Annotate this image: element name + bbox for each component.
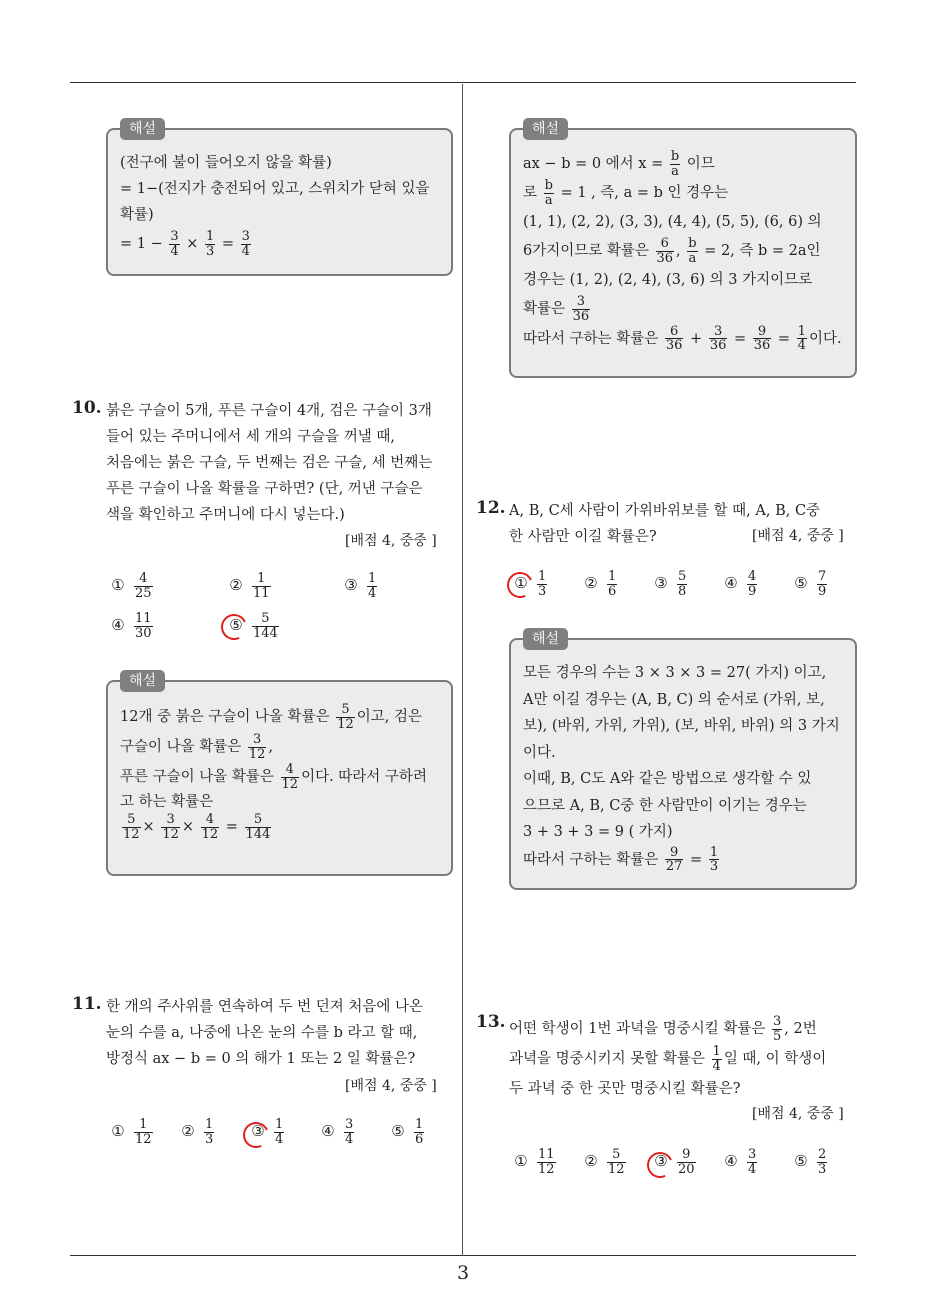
solution-box-q12	[509, 631, 857, 890]
q12-option-2[interactable]: ② $\frac{1}{6}$	[584, 569, 617, 599]
fraction: $\frac{1}{3}$	[206, 229, 215, 259]
solution-line: 고 하는 확률은	[120, 794, 214, 810]
fraction: $\frac{6}{36}$	[665, 323, 683, 354]
fraction: $\frac{4}{12}$	[281, 761, 299, 792]
question-11-meta: [배점 4, 중중 ]	[345, 1078, 437, 1094]
q11-option-3[interactable]: ③ $\frac{1}{4}$	[251, 1117, 284, 1147]
q10-option-3[interactable]: ③ $\frac{1}{4}$	[344, 571, 377, 601]
solution-tag: 해설	[523, 118, 568, 140]
question-12-meta: [배점 4, 중중 ]	[752, 528, 844, 544]
fraction: $\frac{4}{12}$	[201, 811, 219, 842]
q10-option-4[interactable]: ④ $\frac{11}{30}$	[111, 611, 152, 641]
solution-line: (전구에 불이 들어오지 않을 확률)	[120, 155, 332, 171]
solution-line: 푸른 구슬이 나올 확률은 $\frac{4}{12}$ 이다. 따라서 구하려	[120, 761, 427, 792]
fraction: $\frac{b}{a}$	[670, 149, 680, 179]
q10-option-5[interactable]: ⑤ $\frac{5}{144}$	[229, 611, 278, 641]
solution-line: ax − b = 0 에서 x = $\frac{b}{a}$ 이므	[523, 149, 715, 179]
question-number-11: 11.	[72, 994, 102, 1014]
solution-line: 경우는 (1, 2), (2, 4), (3, 6) 의 3 가지이므로	[523, 272, 813, 289]
bottom-rule	[70, 1255, 856, 1256]
solution-line: 3 + 3 + 3 = 9 ( 가지)	[523, 824, 673, 840]
q12-option-5[interactable]: ⑤ $\frac{7}{9}$	[794, 569, 827, 599]
question-number-12: 12.	[476, 498, 506, 518]
question-11-text: 한 개의 주사위를 연속하여 두 번 던져 처음에 나온 눈의 수를 a, 나중에 나온 눈의 수를 b 라고 할 때, 방정식 ax − b = 0 의 해가 1 또는 2 일 확률은?	[106, 999, 424, 1067]
top-rule	[70, 82, 856, 83]
solution-line: 따라서 구하는 확률은 $\frac{6}{36}$ + $\frac{3}{36}$ = $\frac{9}{36}$ = $\frac{1}{4}$ 이다.	[523, 323, 842, 354]
fraction: $\frac{3}{4}$	[241, 229, 250, 259]
fraction: $\frac{1}{3}$	[709, 844, 719, 875]
solution-box-q11	[509, 121, 857, 378]
question-number-13: 13.	[476, 1012, 506, 1032]
q13-option-4[interactable]: ④ $\frac{3}{4}$	[724, 1147, 757, 1177]
question-10-meta: [배점 4, 중중 ]	[345, 533, 437, 549]
column-divider	[462, 84, 463, 1256]
fraction: $\frac{1}{4}$	[797, 323, 806, 354]
fraction: $\frac{5}{12}$	[123, 811, 140, 842]
solution-tag: 해설	[523, 628, 568, 650]
fraction: $\frac{3}{4}$	[170, 229, 179, 259]
solution-tag: 해설	[120, 118, 165, 140]
solution-line: = 1−(전지가 충전되어 있고, 스위치가 닫혀 있을	[120, 181, 430, 197]
question-13-text: 어떤 학생이 1번 과녁을 명중시킬 확률은 $\frac{3}{5}$ , 2번 과녁을 명중시키지 못할 확률은 $\frac{1}{4}$ 일 때, 이 학생이 두 과녁 중 한 곳만 명중시킬 확률은?	[509, 1013, 827, 1097]
fraction: $\frac{3}{12}$	[162, 811, 179, 842]
q12-option-4[interactable]: ④ $\frac{4}{9}$	[724, 569, 757, 599]
solution-line: 이때, B, C도 A와 같은 방법으로 생각할 수 있	[523, 771, 812, 787]
solution-line: $\frac{5}{12}$ × $\frac{3}{12}$ × $\frac{4}{12}$ = $\frac{5}{144}$	[123, 811, 271, 842]
q11-option-2[interactable]: ② $\frac{1}{3}$	[181, 1117, 214, 1147]
solution-line: 이다.	[523, 744, 556, 761]
solution-line: 12개 중 붉은 구슬이 나올 확률은 $\frac{5}{12}$ 이고, 검은	[120, 701, 422, 732]
q13-option-5[interactable]: ⑤ $\frac{2}{3}$	[794, 1147, 827, 1177]
q13-option-3[interactable]: ③ $\frac{9}{20}$	[654, 1147, 695, 1177]
fraction: $\frac{b}{a}$	[544, 178, 553, 208]
solution-line: 확률은 $\frac{3}{36}$	[523, 294, 590, 325]
solution-line: 확률)	[120, 207, 154, 223]
fraction: $\frac{3}{5}$	[773, 1013, 782, 1044]
solution-line: 따라서 구하는 확률은 $\frac{9}{27}$ = $\frac{1}{3}$	[523, 844, 719, 875]
page-number: 3	[456, 1262, 470, 1284]
solution-tag: 해설	[120, 670, 165, 692]
solution-line: 6가지이므로 확률은 $\frac{6}{36}$ , $\frac{b}{a}$ = 2, 즉 b = 2a인	[523, 236, 821, 266]
q13-option-2[interactable]: ② $\frac{5}{12}$	[584, 1147, 625, 1177]
question-13-meta: [배점 4, 중중 ]	[752, 1106, 844, 1122]
solution-line: 으므로 A, B, C중 한 사람만이 이기는 경우는	[523, 797, 807, 814]
solution-line: (1, 1), (2, 2), (3, 3), (4, 4), (5, 5), (6, 6) 의	[523, 214, 822, 231]
fraction: $\frac{6}{36}$	[656, 236, 674, 266]
q10-option-2[interactable]: ② $\frac{1}{11}$	[229, 571, 270, 601]
solution-line: 구슬이 나올 확률은 $\frac{3}{12}$ ,	[120, 731, 274, 762]
solution-line: 모든 경우의 수는 3 × 3 × 3 = 27( 가지) 이고,	[523, 665, 827, 681]
solution-line: = 1 − $\frac{3}{4}$ × $\frac{1}{3}$ = $\frac{3}{4}$	[120, 229, 250, 259]
fraction: $\frac{b}{a}$	[688, 236, 697, 266]
q11-option-5[interactable]: ⑤ $\frac{1}{6}$	[391, 1117, 424, 1147]
fraction: $\frac{1}{4}$	[712, 1043, 721, 1074]
q12-option-1[interactable]: ① $\frac{1}{3}$	[514, 569, 547, 599]
fraction: $\frac{3}{36}$	[709, 323, 727, 354]
q10-option-1[interactable]: ① $\frac{4}{25}$	[111, 571, 152, 601]
q12-option-3[interactable]: ③ $\frac{5}{8}$	[654, 569, 687, 599]
q11-option-4[interactable]: ④ $\frac{3}{4}$	[321, 1117, 354, 1147]
fraction: $\frac{5}{12}$	[337, 701, 354, 732]
question-12-text: A, B, C세 사람이 가위바위보를 할 때, A, B, C중 한 사람만 이길 확률은?	[509, 503, 821, 545]
fraction: $\frac{9}{27}$	[665, 844, 683, 875]
fraction: $\frac{9}{36}$	[753, 323, 771, 354]
solution-line: 로 $\frac{b}{a}$ = 1 , 즉, a = b 인 경우는	[523, 178, 729, 208]
q11-option-1[interactable]: ① $\frac{1}{12}$	[111, 1117, 152, 1147]
fraction: $\frac{5}{144}$	[245, 811, 271, 842]
solution-box-q9	[106, 121, 453, 276]
solution-box-q10	[106, 673, 453, 876]
question-10-text: 붉은 구슬이 5개, 푸른 구슬이 4개, 검은 구슬이 3개 들어 있는 주머니에서 세 개의 구슬을 꺼낼 때, 처음에는 붉은 구슬, 두 번째는 검은 구슬, 세 번째는 푸른 구슬이 나올 확률을 구하면? (단, 꺼낸 구슬은 색을 확인하고 주머니에 다시 넣는다.)	[106, 403, 433, 523]
question-number-10: 10.	[72, 398, 102, 418]
fraction: $\frac{3}{12}$	[248, 731, 266, 762]
fraction: $\frac{3}{36}$	[572, 294, 590, 325]
q13-option-1[interactable]: ① $\frac{11}{12}$	[514, 1147, 555, 1177]
solution-line: 보), (바위, 가위, 가위), (보, 바위, 바위) 의 3 가지	[523, 718, 840, 734]
solution-line: A만 이길 경우는 (A, B, C) 의 순서로 (가위, 보,	[523, 691, 825, 708]
